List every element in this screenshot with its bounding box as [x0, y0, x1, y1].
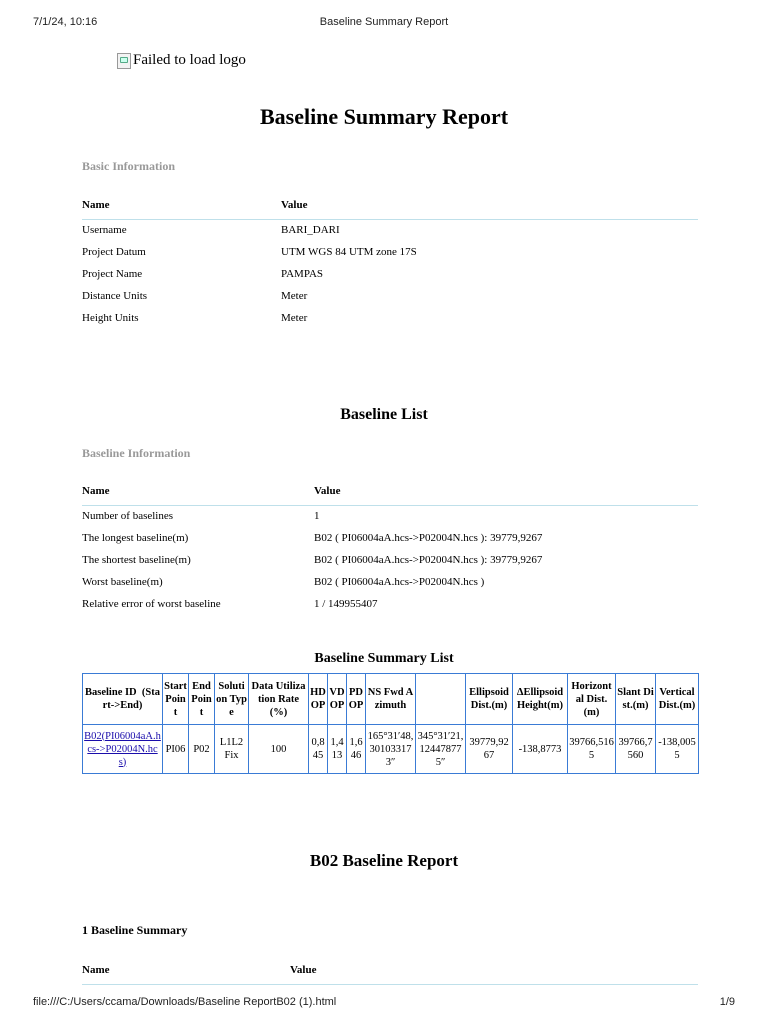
- slant-dist-cell: 39766,7560: [616, 725, 656, 774]
- table-row: [82, 286, 698, 308]
- table-header-row: [83, 674, 699, 725]
- baseline-info-label: Baseline Information: [82, 446, 191, 460]
- row-value: Meter: [281, 290, 308, 302]
- table-header: [82, 485, 698, 506]
- print-file-path: file:///C:/Users/ccama/Downloads/Baseline ReportB02 (1).html: [33, 996, 337, 1008]
- col-solution-type: Solution Type: [215, 674, 249, 725]
- row-name: Username: [82, 224, 127, 236]
- col-hdop: HDOP: [309, 674, 328, 725]
- row-name: Project Name: [82, 268, 143, 280]
- row-name: Worst baseline(m): [82, 576, 163, 588]
- col-back-azimuth: [416, 674, 466, 725]
- row-value: 1 / 149955407: [314, 598, 378, 610]
- data-rate-cell: 100: [249, 725, 309, 774]
- col-ns-fwd-azimuth: NS Fwd Azimuth: [366, 674, 416, 725]
- logo-alt-text: Failed to load logo: [133, 52, 246, 68]
- row-value: PAMPAS: [281, 268, 324, 280]
- table-header: [82, 964, 698, 985]
- back-azimuth-cell: 345°31′21,124478775″: [416, 725, 466, 774]
- col-slant-dist: Slant Dist.(m): [616, 674, 656, 725]
- baseline-list-title: Baseline List: [340, 406, 428, 423]
- row-value: B02 ( PI06004aA.hcs->P02004N.hcs ): [314, 576, 485, 588]
- table-row: [82, 264, 698, 286]
- vertical-dist-cell: -138,0055: [656, 725, 699, 774]
- col-horizontal-dist: Horizontal Dist.(m): [568, 674, 616, 725]
- b02-summary-table: [82, 964, 698, 985]
- logo: [117, 52, 246, 69]
- delta-ellipsoid-height-cell: -138,8773: [513, 725, 568, 774]
- baseline-info-table: [82, 485, 698, 616]
- table-row: [82, 242, 698, 264]
- row-value: UTM WGS 84 UTM zone 17S: [281, 246, 417, 258]
- col-end-point: End Point: [189, 674, 215, 725]
- row-value: BARI_DARI: [281, 224, 340, 236]
- row-value: B02 ( PI06004aA.hcs->P02004N.hcs ): 39779,9267: [314, 532, 543, 544]
- print-header: [0, 16, 768, 30]
- baseline-summary-heading: 1 Baseline Summary: [82, 923, 188, 937]
- header-name: Name: [82, 964, 110, 976]
- row-name: Relative error of worst baseline: [82, 598, 221, 610]
- col-data-rate: Data Utilization Rate (%): [249, 674, 309, 725]
- col-pdop: PDOP: [347, 674, 366, 725]
- row-name: Project Datum: [82, 246, 146, 258]
- baseline-id-cell: [83, 725, 163, 774]
- row-name: Number of baselines: [82, 510, 174, 522]
- baseline-link[interactable]: B02(PI06004aA.hcs->P02004N.hcs): [84, 730, 161, 768]
- broken-image-icon: [117, 53, 131, 69]
- header-name: Name: [82, 485, 110, 497]
- header-name: Name: [82, 199, 110, 211]
- header-value: Value: [290, 964, 317, 976]
- col-baseline-id: Baseline ID (Start->End): [83, 674, 163, 725]
- table-row: [82, 506, 698, 528]
- basic-info-label: Basic Information: [82, 159, 175, 173]
- table-row: [82, 220, 698, 242]
- vdop-cell: 1,413: [328, 725, 347, 774]
- baseline-summary-table: [82, 673, 699, 774]
- table-row: [82, 594, 698, 616]
- table-header: [82, 199, 698, 220]
- table-row: [82, 572, 698, 594]
- row-value: B02 ( PI06004aA.hcs->P02004N.hcs ): 39779,9267: [314, 554, 543, 566]
- col-vdop: VDOP: [328, 674, 347, 725]
- col-ellipsoid-dist: Ellipsoid Dist.(m): [466, 674, 513, 725]
- summary-list-title: Baseline Summary List: [314, 651, 454, 666]
- end-point-cell: P02: [189, 725, 215, 774]
- start-point-cell: PI06: [163, 725, 189, 774]
- row-name: Distance Units: [82, 290, 148, 302]
- print-datetime: 7/1/24, 10:16: [33, 16, 98, 28]
- table-row: [82, 550, 698, 572]
- solution-type-cell: L1L2 Fix: [215, 725, 249, 774]
- row-name: The shortest baseline(m): [82, 554, 191, 566]
- row-value: 1: [314, 510, 320, 522]
- print-page-number: 1/9: [719, 996, 735, 1008]
- table-row: [82, 308, 698, 330]
- horizontal-dist-cell: 39766,5165: [568, 725, 616, 774]
- b02-report-title: B02 Baseline Report: [309, 851, 459, 870]
- pdop-cell: 1,646: [347, 725, 366, 774]
- col-start-point: Start Point: [163, 674, 189, 725]
- header-value: Value: [314, 485, 341, 497]
- table-row: [83, 725, 699, 774]
- report-title: Baseline Summary Report: [259, 104, 509, 129]
- row-name: Height Units: [82, 312, 139, 324]
- row-name: The longest baseline(m): [82, 532, 189, 544]
- ns-fwd-azimuth-cell: 165°31′48,301033173″: [366, 725, 416, 774]
- col-delta-ellipsoid-height: ΔEllipsoid Height(m): [513, 674, 568, 725]
- basic-info-table: [82, 199, 698, 330]
- row-value: Meter: [281, 312, 308, 324]
- header-value: Value: [281, 199, 308, 211]
- print-title: Baseline Summary Report: [319, 16, 449, 28]
- print-footer: [0, 996, 768, 1010]
- col-vertical-dist: Vertical Dist.(m): [656, 674, 699, 725]
- ellipsoid-dist-cell: 39779,9267: [466, 725, 513, 774]
- table-row: [82, 528, 698, 550]
- hdop-cell: 0,845: [309, 725, 328, 774]
